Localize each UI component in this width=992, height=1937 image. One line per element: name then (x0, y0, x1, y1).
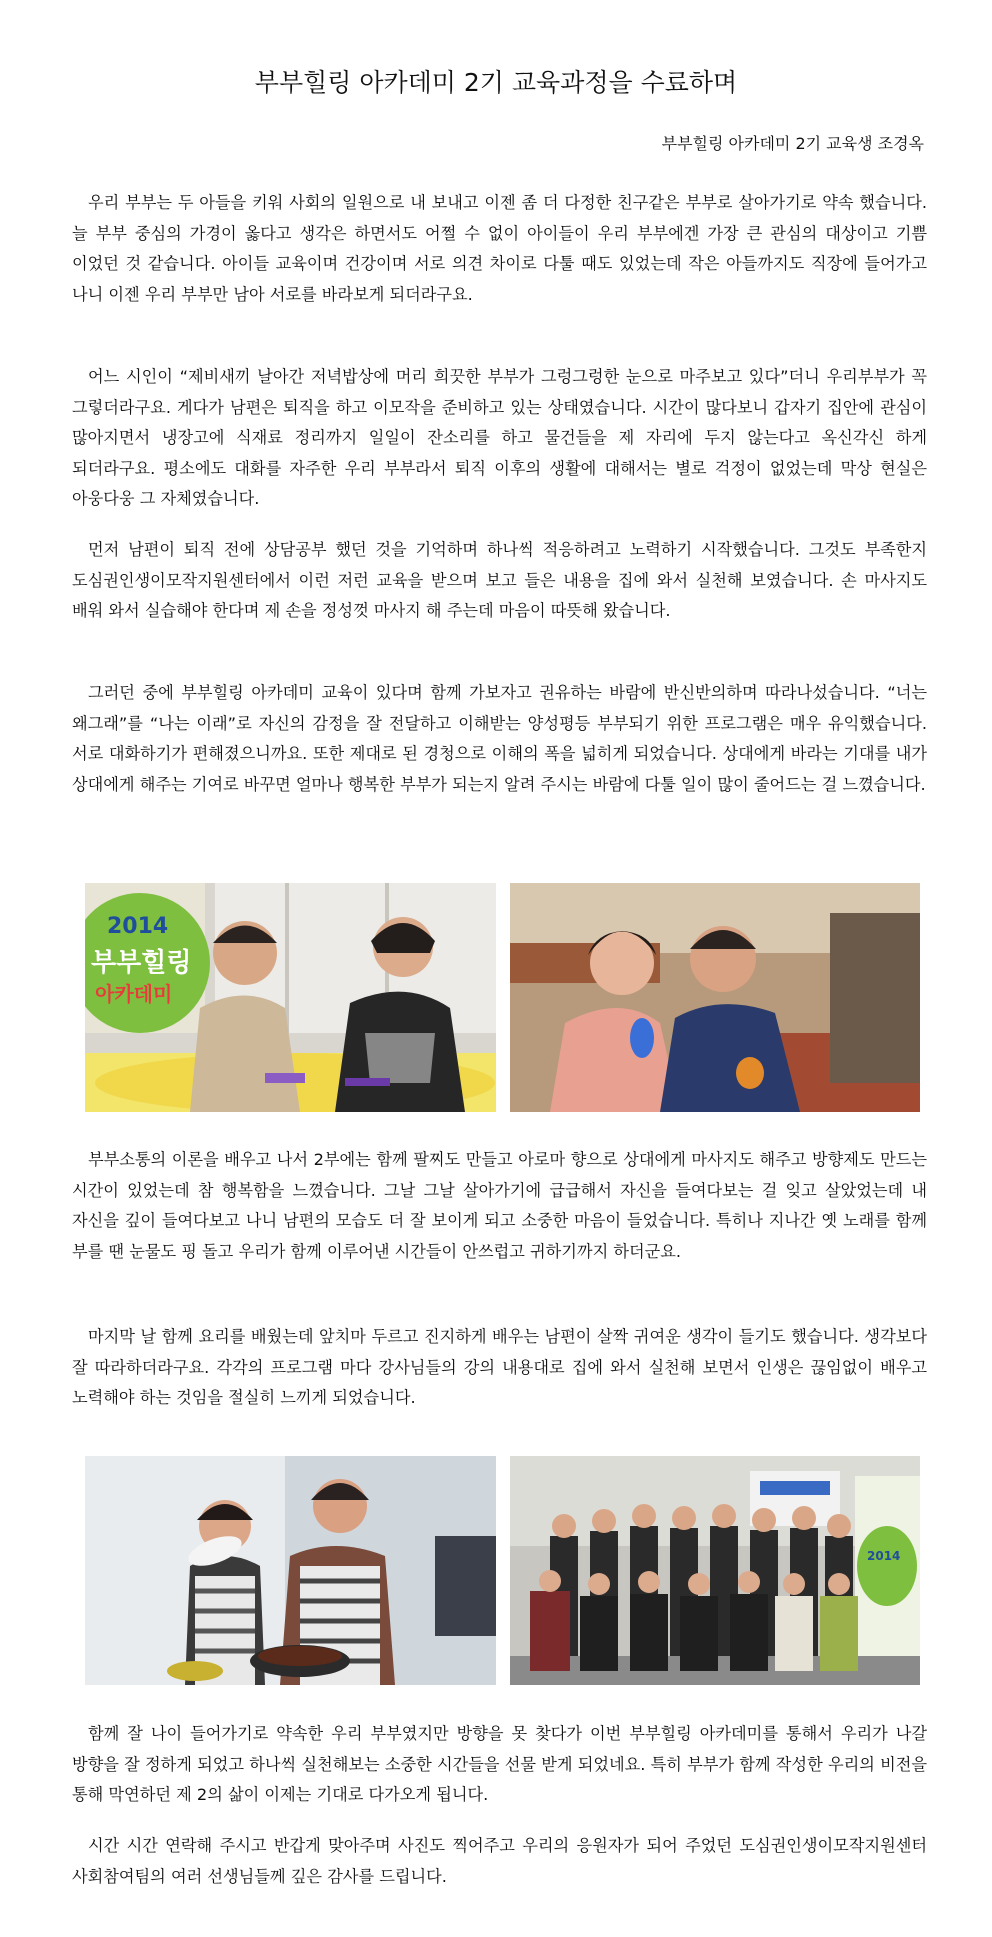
paragraph-8: 시간 시간 연락해 주시고 반갑게 맞아주며 사진도 찍어주고 우리의 응원자가 되어 주었던 도심권인생이모작지원센터 사회참여팀의 여러 선생님들께 깊은 감사를 드립니다. (72, 1836, 927, 1886)
banner-subtitle-text: 아카데미 (95, 982, 173, 1006)
photo-group-graduation (510, 1456, 920, 1685)
paragraph-6: 마지막 날 함께 요리를 배웠는데 앞치마 두르고 진지하게 배우는 남편이 살짝 귀여운 생각이 들기도 했습니다. 생각보다 잘 따라하더라구요. 각각의 프로그램 마다 강사님들의 강의 내용대로 집에 와서 실천해 보면서 인생은 끊임없이 배우고 노력해야 하는 것임을 절실히 느끼게 되었습니다. (72, 1327, 927, 1407)
author-line: 부부힐링 아카데미 2기 교육생 조경옥 (661, 134, 924, 153)
banner-title-text: 부부힐링 (91, 948, 192, 978)
paragraph-5: 부부소통의 이론을 배우고 나서 2부에는 함께 팔찌도 만들고 아로마 향으로 상대에게 마사지도 해주고 방향제도 만드는 시간이 있었는데 참 행복함을 느꼈습니다. 그날 그날 살아가기에 급급해서 자신을 들여다보는 걸 잊고 살았었는데 내 자신을 깊이 들여다보고 나니 남편의 모습도 더 잘 보이게 되고 소중한 마음이 들었습니다. 특히나 지나간 옛 노래를 함께 부를 땐 눈물도 핑 돌고 우리가 함께 이루어낸 시간들이 안쓰럽고 귀하기까지 하더군요. (72, 1150, 927, 1261)
paragraph-2: 어느 시인이 “제비새끼 날아간 저녁밥상에 머리 희끗한 부부가 그렁그렁한 눈으로 마주보고 있다”더니 우리부부가 꼭 그렇더라구요. 게다가 남편은 퇴직을 하고 이모작을 준비하고 있는 상태였습니다. 시간이 많다보니 갑자기 집안에 관심이 많아지면서 냉장고에 식재료 정리까지 일일이 잔소리를 하고 물건들을 제 자리에 두지 않는다고 옥신각신 하게 되더라구요. 평소에도 대화를 자주한 우리 부부라서 퇴직 이후의 생활에 대해서는 별로 걱정이 없었는데 막상 현실은 아웅다웅 그 자체였습니다. (72, 367, 927, 508)
banner-year-text: 2014 (107, 914, 169, 939)
paragraph-7: 함께 잘 나이 들어가기로 약속한 우리 부부였지만 방향을 못 찾다가 이번 부부힐링 아카데미를 통해서 우리가 나갈 방향을 잘 정하게 되었고 하나씩 실천해보는 소중한 시간들을 선물 받게 되었네요. 특히 부부가 함께 작성한 우리의 비전을 통해 막연하던 제 2의 삶이 이제는 기대로 다가오게 됩니다. (72, 1724, 927, 1804)
document-title: 부부힐링 아카데미 2기 교육과정을 수료하며 (254, 68, 738, 97)
photo-cooking-class (85, 1456, 496, 1685)
paragraph-1: 우리 부부는 두 아들을 키워 사회의 일원으로 내 보내고 이젠 좀 더 다정한 친구같은 부부로 살아가기로 약속 했습니다. 늘 부부 중심의 가경이 옳다고 생각은 하면서도 어쩔 수 없이 아이들이 우리 부부에겐 가장 큰 관심의 대상이고 기쁨 이었던 것 같습니다. 아이들 교육이며 건강이며 서로 의견 차이로 다툴 때도 있었는데 작은 아들까지도 직장에 들어가고 나니 이젠 우리 부부만 남아 서로를 바라보게 되더라구요. (72, 193, 927, 304)
group-banner-year-text: 2014 (867, 1549, 901, 1563)
photo-aroma-bottles (510, 883, 920, 1112)
paragraph-3: 먼저 남편이 퇴직 전에 상담공부 했던 것을 기억하며 하나씩 적응하려고 노력하기 시작했습니다. 그것도 부족한지 도심권인생이모작지원센터에서 이런 저런 교육을 받으며 보고 들은 내용을 집에 와서 실천해 보였습니다. 손 마사지도 배워 와서 실습해야 한다며 제 손을 정성껏 마사지 해 주는데 마음이 따뜻해 왔습니다. (72, 540, 927, 620)
photo-bracelet-making (85, 883, 496, 1112)
paragraph-4: 그러던 중에 부부힐링 아카데미 교육이 있다며 함께 가보자고 권유하는 바람에 반신반의하며 따라나섰습니다. “너는 왜그래”를 “나는 이래”로 자신의 감정을 잘 전달하고 이해받는 양성평등 부부되기 위한 프로그램은 매우 유익했습니다. 서로 대화하기가 편해졌으니까요. 또한 제대로 된 경청으로 이해의 폭을 넓히게 되었습니다. 상대에게 바라는 기대를 내가 상대에게 해주는 기여로 바꾸면 얼마나 행복한 부부가 되는지 알려 주시는 바람에 다툴 일이 많이 줄어드는 걸 느꼈습니다. (72, 683, 927, 794)
